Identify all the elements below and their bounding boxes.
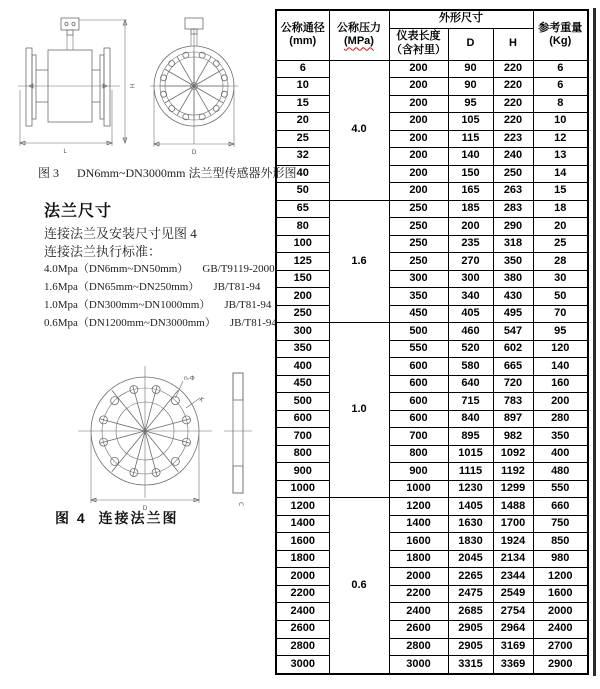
header-H: H: [493, 28, 533, 60]
table-body: [276, 60, 588, 674]
cell-d: 90: [448, 78, 493, 96]
cell-length: 1800: [389, 550, 448, 568]
table-row: [276, 340, 588, 358]
cell-weight: 750: [533, 515, 588, 533]
figure4-caption-prefix: 图 4: [55, 510, 87, 526]
cell-length: 600: [389, 393, 448, 411]
table-row: [276, 253, 588, 271]
table-row: [276, 200, 588, 218]
cell-weight: 28: [533, 253, 588, 271]
table-row: [276, 130, 588, 148]
cell-d: 520: [448, 340, 493, 358]
standard-label: 1.0Mpa（DN300mm~DN1000mm）: [44, 299, 211, 311]
cell-dn: 2800: [276, 638, 329, 656]
standard-line: [44, 260, 275, 276]
cell-d: 300: [448, 270, 493, 288]
fig3-dim-D: D: [191, 149, 197, 156]
cell-pressure: 1.0: [329, 323, 389, 498]
cell-d: 640: [448, 375, 493, 393]
figure4-caption: [55, 508, 178, 528]
table-row: [276, 375, 588, 393]
cell-weight: 850: [533, 533, 588, 551]
cell-length: 2800: [389, 638, 448, 656]
figure4-caption-text: 连接法兰图: [98, 510, 179, 526]
cell-dn: 125: [276, 253, 329, 271]
cell-length: 1400: [389, 515, 448, 533]
cell-h: 1092: [493, 445, 533, 463]
cell-length: 200: [389, 148, 448, 166]
cell-length: 1200: [389, 498, 448, 516]
table-row: [276, 515, 588, 533]
cell-dn: 25: [276, 130, 329, 148]
cell-d: 2685: [448, 603, 493, 621]
cell-h: 220: [493, 78, 533, 96]
dimensions-table: [275, 9, 589, 675]
cell-d: 115: [448, 130, 493, 148]
cell-dn: 300: [276, 323, 329, 341]
cell-d: 1830: [448, 533, 493, 551]
cell-h: 897: [493, 410, 533, 428]
standard-code: GB/T9119-2000: [202, 263, 275, 275]
cell-length: 450: [389, 305, 448, 323]
cell-weight: 160: [533, 375, 588, 393]
cell-weight: 18: [533, 200, 588, 218]
cell-d: 1230: [448, 480, 493, 498]
cell-d: 405: [448, 305, 493, 323]
cell-d: 1405: [448, 498, 493, 516]
table-row: [276, 603, 588, 621]
cell-h: 1192: [493, 463, 533, 481]
cell-d: 200: [448, 218, 493, 236]
cell-dn: 3000: [276, 656, 329, 674]
header-pressure: [329, 10, 389, 60]
cell-length: 300: [389, 270, 448, 288]
cell-length: 250: [389, 235, 448, 253]
header-dn-unit: (mm): [289, 35, 317, 48]
cell-d: 235: [448, 235, 493, 253]
cell-weight: 980: [533, 550, 588, 568]
fig3-dim-H: H: [128, 83, 135, 89]
cell-length: 200: [389, 165, 448, 183]
table-row: [276, 270, 588, 288]
table-row: [276, 305, 588, 323]
table-row: [276, 550, 588, 568]
standard-label: 4.0Mpa（DN6mm~DN50mm）: [44, 263, 189, 275]
cell-d: 1115: [448, 463, 493, 481]
cell-length: 500: [389, 323, 448, 341]
cell-h: 220: [493, 113, 533, 131]
cell-h: 223: [493, 130, 533, 148]
cell-d: 90: [448, 60, 493, 78]
cell-dn: 20: [276, 113, 329, 131]
cell-weight: 400: [533, 445, 588, 463]
cell-d: 580: [448, 358, 493, 376]
standard-line: [44, 314, 277, 330]
cell-weight: 12: [533, 130, 588, 148]
cell-weight: 25: [533, 235, 588, 253]
page-edge-rule: [593, 8, 596, 676]
cell-h: 1700: [493, 515, 533, 533]
cell-dn: 250: [276, 305, 329, 323]
cell-dn: 1600: [276, 533, 329, 551]
cell-weight: 1200: [533, 568, 588, 586]
cell-dn: 1000: [276, 480, 329, 498]
cell-h: 430: [493, 288, 533, 306]
header-length-line1: 仪表长度: [396, 30, 441, 43]
standard-code: JB/T81-94: [229, 317, 277, 329]
fig3-dim-L: L: [63, 148, 67, 155]
cell-length: 600: [389, 410, 448, 428]
cell-h: 2964: [493, 621, 533, 639]
cell-length: 2200: [389, 585, 448, 603]
cell-h: 783: [493, 393, 533, 411]
cell-weight: 2000: [533, 603, 588, 621]
fig4-dim-D: D: [142, 505, 148, 512]
cell-d: 150: [448, 165, 493, 183]
table-row: [276, 148, 588, 166]
cell-pressure: 0.6: [329, 498, 389, 674]
standard-code: JB/T81-94: [213, 281, 261, 293]
cell-length: 250: [389, 253, 448, 271]
cell-h: 220: [493, 60, 533, 78]
cell-h: 3169: [493, 638, 533, 656]
table-row: [276, 533, 588, 551]
cell-pressure: 4.0: [329, 60, 389, 200]
cell-dn: 500: [276, 393, 329, 411]
table-row: [276, 585, 588, 603]
cell-h: 2134: [493, 550, 533, 568]
figure4-drawing: [40, 356, 260, 516]
standard-label: 0.6Mpa（DN1200mm~DN3000mm）: [44, 317, 216, 329]
cell-weight: 15: [533, 183, 588, 201]
cell-dn: 350: [276, 340, 329, 358]
header-dims-group: 外形尺寸: [389, 10, 533, 28]
cell-dn: 15: [276, 95, 329, 113]
cell-weight: 280: [533, 410, 588, 428]
table-row: [276, 638, 588, 656]
cell-weight: 30: [533, 270, 588, 288]
standard-label: 1.6Mpa（DN65mm~DN250mm）: [44, 281, 200, 293]
table-row: [276, 323, 588, 341]
cell-d: 340: [448, 288, 493, 306]
cell-d: 1630: [448, 515, 493, 533]
cell-h: 982: [493, 428, 533, 446]
header-dn-title: 公称通径: [280, 21, 325, 34]
header-weight-unit: (Kg): [549, 35, 572, 48]
cell-h: 2549: [493, 585, 533, 603]
cell-d: 3315: [448, 656, 493, 674]
cell-h: 380: [493, 270, 533, 288]
cell-length: 200: [389, 78, 448, 96]
table-row: [276, 288, 588, 306]
cell-length: 3000: [389, 656, 448, 674]
header-pressure-title: 公称压力: [337, 21, 381, 34]
cell-d: 715: [448, 393, 493, 411]
cell-d: 270: [448, 253, 493, 271]
header-D: D: [448, 28, 493, 60]
cell-length: 350: [389, 288, 448, 306]
cell-h: 263: [493, 183, 533, 201]
cell-length: 250: [389, 218, 448, 236]
cell-h: 3369: [493, 656, 533, 674]
cell-weight: 8: [533, 95, 588, 113]
cell-length: 200: [389, 183, 448, 201]
cell-weight: 350: [533, 428, 588, 446]
cell-length: 700: [389, 428, 448, 446]
table-row: [276, 235, 588, 253]
cell-weight: 2700: [533, 638, 588, 656]
cell-d: 840: [448, 410, 493, 428]
cell-weight: 200: [533, 393, 588, 411]
cell-weight: 140: [533, 358, 588, 376]
cell-length: 900: [389, 463, 448, 481]
cell-dn: 900: [276, 463, 329, 481]
cell-dn: 2600: [276, 621, 329, 639]
header-weight-title: 参考重量: [538, 21, 583, 34]
cell-length: 800: [389, 445, 448, 463]
cell-h: 1299: [493, 480, 533, 498]
table-row: [276, 498, 588, 516]
table-row: [276, 78, 588, 96]
cell-h: 495: [493, 305, 533, 323]
cell-h: 240: [493, 148, 533, 166]
cell-dn: 50: [276, 183, 329, 201]
cell-h: 602: [493, 340, 533, 358]
cell-weight: 6: [533, 60, 588, 78]
standard-code: JB/T81-94: [224, 299, 272, 311]
header-dn: [276, 10, 329, 60]
cell-dn: 32: [276, 148, 329, 166]
cell-length: 250: [389, 200, 448, 218]
cell-h: 350: [493, 253, 533, 271]
cell-weight: 2400: [533, 621, 588, 639]
cell-length: 2600: [389, 621, 448, 639]
cell-dn: 100: [276, 235, 329, 253]
cell-weight: 10: [533, 113, 588, 131]
cell-weight: 95: [533, 323, 588, 341]
cell-d: 1015: [448, 445, 493, 463]
fig4-label-K: K: [197, 395, 206, 404]
cell-d: 185: [448, 200, 493, 218]
cell-h: 547: [493, 323, 533, 341]
flange-section-heading: 法兰尺寸: [44, 203, 113, 220]
header-pressure-unit: (MPa): [344, 35, 374, 48]
header-length-line2: （含衬里）: [391, 44, 446, 56]
cell-d: 2265: [448, 568, 493, 586]
standard-line: [44, 278, 260, 294]
figure3-caption: [38, 164, 297, 181]
cell-h: 250: [493, 165, 533, 183]
cell-weight: 120: [533, 340, 588, 358]
cell-dn: 600: [276, 410, 329, 428]
cell-length: 600: [389, 375, 448, 393]
cell-length: 550: [389, 340, 448, 358]
cell-weight: 70: [533, 305, 588, 323]
cell-d: 95: [448, 95, 493, 113]
table-row: [276, 183, 588, 201]
cell-h: 318: [493, 235, 533, 253]
table-row: [276, 621, 588, 639]
cell-length: 2400: [389, 603, 448, 621]
header-length: [389, 28, 448, 60]
table-row: [276, 463, 588, 481]
cell-h: 1488: [493, 498, 533, 516]
table-row: [276, 428, 588, 446]
cell-dn: 400: [276, 358, 329, 376]
cell-dn: 150: [276, 270, 329, 288]
cell-d: 2475: [448, 585, 493, 603]
cell-weight: 14: [533, 165, 588, 183]
figure3-caption-prefix: 图 3: [38, 166, 60, 180]
cell-d: 140: [448, 148, 493, 166]
cell-dn: 1800: [276, 550, 329, 568]
cell-weight: 20: [533, 218, 588, 236]
standard-line: [44, 296, 271, 312]
cell-weight: 1600: [533, 585, 588, 603]
cell-h: 283: [493, 200, 533, 218]
cell-dn: 450: [276, 375, 329, 393]
table-row: [276, 393, 588, 411]
cell-h: 665: [493, 358, 533, 376]
cell-h: 1924: [493, 533, 533, 551]
cell-d: 165: [448, 183, 493, 201]
cell-h: 220: [493, 95, 533, 113]
cell-pressure: 1.6: [329, 200, 389, 323]
cell-h: 720: [493, 375, 533, 393]
table-row: [276, 60, 588, 78]
cell-d: 460: [448, 323, 493, 341]
cell-weight: 50: [533, 288, 588, 306]
header-weight: [533, 10, 588, 60]
cell-length: 600: [389, 358, 448, 376]
cell-h: 2344: [493, 568, 533, 586]
cell-length: 200: [389, 113, 448, 131]
cell-weight: 2900: [533, 656, 588, 674]
cell-length: 200: [389, 95, 448, 113]
cell-h: 2754: [493, 603, 533, 621]
cell-length: 1000: [389, 480, 448, 498]
cell-weight: 550: [533, 480, 588, 498]
cell-length: 200: [389, 60, 448, 78]
cell-weight: 13: [533, 148, 588, 166]
cell-dn: 200: [276, 288, 329, 306]
figure3-drawing: [8, 14, 258, 162]
cell-dn: 40: [276, 165, 329, 183]
cell-weight: 6: [533, 78, 588, 96]
figure3-caption-text: DN6mm~DN3000mm 法兰型传感器外形图: [77, 166, 297, 180]
cell-length: 200: [389, 130, 448, 148]
cell-d: 895: [448, 428, 493, 446]
cell-d: 2045: [448, 550, 493, 568]
flange-intro-line-2: 连接法兰执行标准：: [44, 244, 162, 259]
flange-intro-line-1: 连接法兰及安装尺寸见图 4: [44, 226, 197, 241]
cell-h: 290: [493, 218, 533, 236]
cell-dn: 6: [276, 60, 329, 78]
cell-dn: 65: [276, 200, 329, 218]
cell-dn: 1200: [276, 498, 329, 516]
dimensions-table-wrap: [275, 9, 589, 675]
cell-dn: 2400: [276, 603, 329, 621]
table-row: [276, 358, 588, 376]
fig4-label-n-phi: n-Φ: [184, 375, 195, 382]
cell-d: 2905: [448, 621, 493, 639]
table-row: [276, 165, 588, 183]
table-row: [276, 480, 588, 498]
cell-d: 2905: [448, 638, 493, 656]
cell-d: 105: [448, 113, 493, 131]
cell-weight: 660: [533, 498, 588, 516]
table-row: [276, 218, 588, 236]
table-row: [276, 95, 588, 113]
cell-length: 2000: [389, 568, 448, 586]
cell-dn: 80: [276, 218, 329, 236]
table-row: [276, 113, 588, 131]
table-row: [276, 656, 588, 674]
cell-weight: 480: [533, 463, 588, 481]
table-row: [276, 410, 588, 428]
cell-dn: 700: [276, 428, 329, 446]
cell-dn: 2200: [276, 585, 329, 603]
cell-dn: 2000: [276, 568, 329, 586]
cell-dn: 800: [276, 445, 329, 463]
cell-dn: 1400: [276, 515, 329, 533]
fig4-dim-C: C: [237, 502, 244, 507]
cell-length: 1600: [389, 533, 448, 551]
table-row: [276, 568, 588, 586]
table-row: [276, 445, 588, 463]
cell-dn: 10: [276, 78, 329, 96]
